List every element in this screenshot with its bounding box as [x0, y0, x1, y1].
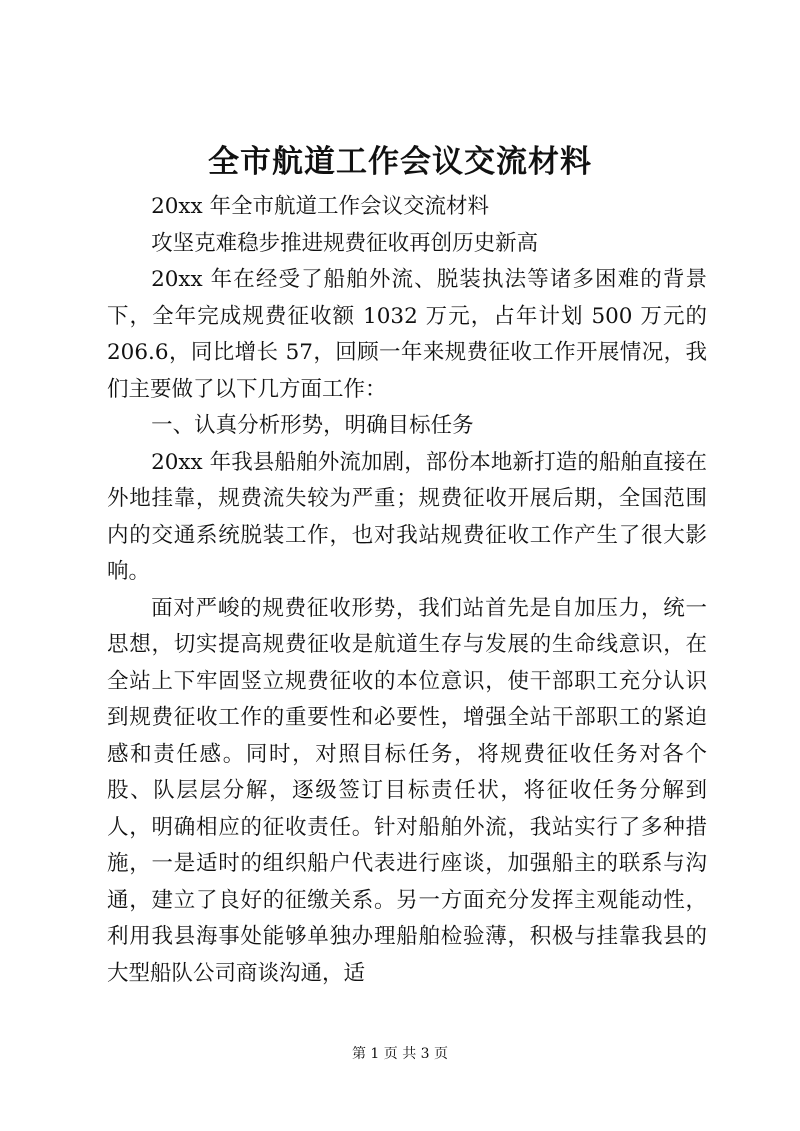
paragraph-measures: 面对严峻的规费征收形势，我们站首先是自加压力，统一思想，切实提高规费征收是航道生存与发展的生命线意识，在全站上下牢固竖立规费征收的本位意识，使干部职工充分认识到规费征收工作的重要性和必要性，增强全站干部职工的紧迫感和责任感。同时，对照目标任务，将规费征收任务对各个股、队层层分解，逐级签订目标责任状，将征收任务分解到人，明确相应的征收责任。针对船舶外流，我站实行了多种措施，一是适时的组织船户代表进行座谈，加强船主的联系与沟通，建立了良好的征缴关系。另一方面充分发挥主观能动性，利用我县海事处能够单独办理船舶检验薄，积极与挂靠我县的大型船队公司商谈沟通，适: [107, 595, 707, 986]
paragraph-intro: 20xx 年在经受了船舶外流、脱装执法等诸多困难的背景下，全年完成规费征收额 1032 万元，占年计划 500 万元的 206.6，同比增长 57，回顾一年来规费征收工作开展情况，我们主要做了以下几方面工作：: [107, 267, 707, 402]
section-heading-1: 一、认真分析形势，明确目标任务: [151, 413, 474, 438]
paragraph-situation: 20xx 年我县船舶外流加剧，部份本地新打造的船舶直接在外地挂靠，规费流失较为严重；规费征收开展后期，全国范围内的交通系统脱装工作，也对我站规费征收工作产生了很大影响。: [107, 449, 707, 584]
page-footer: 第 1 页 共 3 页: [351, 1046, 449, 1062]
paragraph-subtitle-2: 攻坚克难稳步推进规费征收再创历史新高: [151, 230, 539, 256]
paragraph-subtitle-1: 20xx 年全市航道工作会议交流材料: [151, 194, 490, 219]
document-body: [107, 189, 707, 992]
document-title: 全市航道工作会议交流材料: [208, 144, 592, 180]
